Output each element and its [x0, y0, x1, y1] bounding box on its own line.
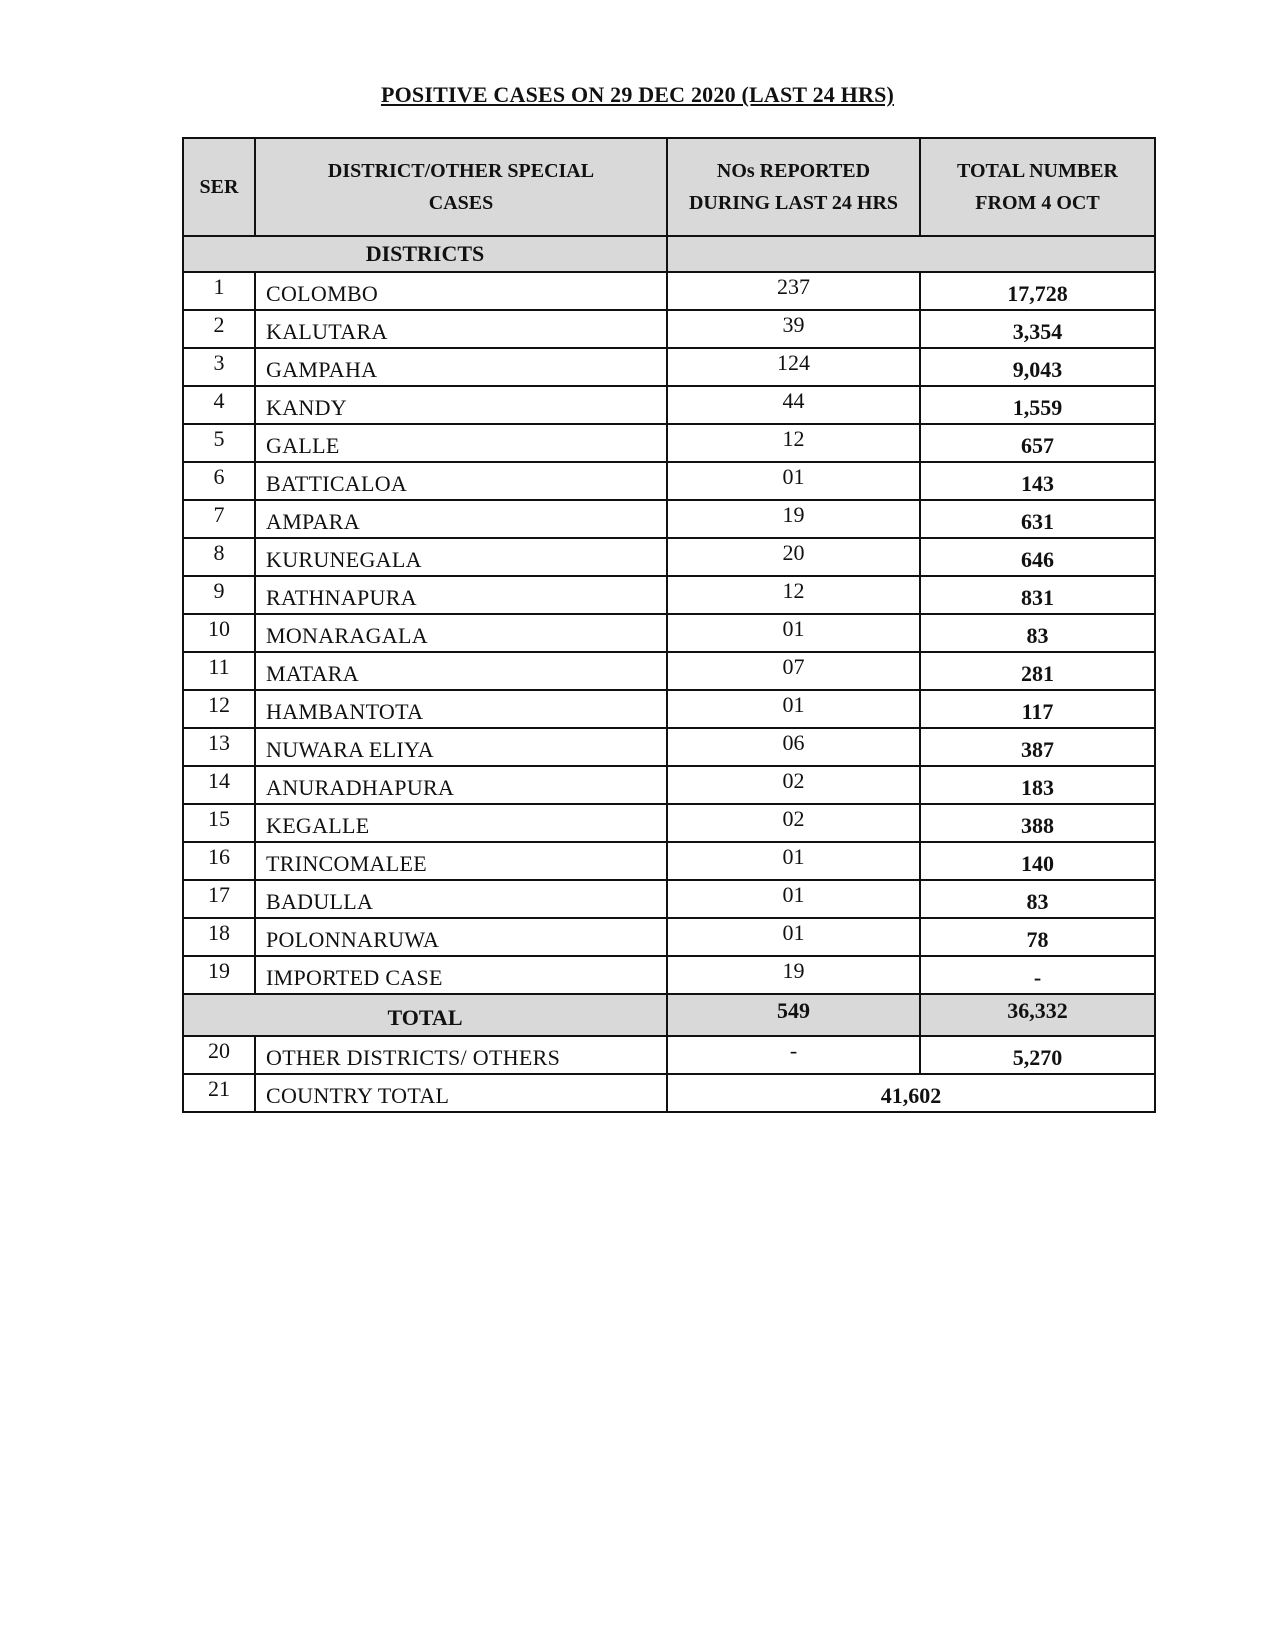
country-total-row [183, 1074, 1155, 1112]
total-cell: 388 [920, 804, 1155, 842]
district-name-cell: POLONNARUWA [255, 918, 667, 956]
last24-cell: 44 [667, 386, 920, 424]
table-row [183, 880, 1155, 918]
district-name-cell: KEGALLE [255, 804, 667, 842]
total-cell: 183 [920, 766, 1155, 804]
district-name-cell: GAMPAHA [255, 348, 667, 386]
total-cell: 78 [920, 918, 1155, 956]
total-cell: 281 [920, 652, 1155, 690]
ser-cell: 18 [183, 918, 255, 956]
total-sum-cell: 36,332 [920, 994, 1155, 1036]
ser-cell: 7 [183, 500, 255, 538]
district-name-cell: MATARA [255, 652, 667, 690]
last24-cell: 19 [667, 956, 920, 994]
last24-cell: - [667, 1036, 920, 1074]
header-district: DISTRICT/OTHER SPECIAL CASES [255, 138, 667, 236]
section-empty-cell [667, 236, 1155, 272]
total-cell: 143 [920, 462, 1155, 500]
section-row [183, 236, 1155, 272]
total-row [183, 994, 1155, 1036]
ser-cell: 14 [183, 766, 255, 804]
district-name-cell: IMPORTED CASE [255, 956, 667, 994]
table-row [183, 576, 1155, 614]
ser-cell: 2 [183, 310, 255, 348]
district-name-cell: KANDY [255, 386, 667, 424]
ser-cell: 21 [183, 1074, 255, 1112]
section-label: DISTRICTS [183, 236, 667, 272]
ser-cell: 8 [183, 538, 255, 576]
district-name-cell: ANURADHAPURA [255, 766, 667, 804]
table-row [183, 728, 1155, 766]
district-name-cell: COLOMBO [255, 272, 667, 310]
last24-cell: 07 [667, 652, 920, 690]
table-row [183, 614, 1155, 652]
table-row [183, 500, 1155, 538]
ser-cell: 1 [183, 272, 255, 310]
district-name-cell: GALLE [255, 424, 667, 462]
ser-cell: 13 [183, 728, 255, 766]
district-name-cell: COUNTRY TOTAL [255, 1074, 667, 1112]
district-name-cell: TRINCOMALEE [255, 842, 667, 880]
total-cell: 631 [920, 500, 1155, 538]
table-row [183, 766, 1155, 804]
total-cell: 9,043 [920, 348, 1155, 386]
ser-cell: 3 [183, 348, 255, 386]
table-row [183, 310, 1155, 348]
cases-table [182, 137, 1156, 1113]
last24-cell: 01 [667, 690, 920, 728]
table-row [183, 652, 1155, 690]
total-cell: 3,354 [920, 310, 1155, 348]
last24-cell: 01 [667, 614, 920, 652]
ser-cell: 11 [183, 652, 255, 690]
last24-cell: 20 [667, 538, 920, 576]
last24-cell: 02 [667, 766, 920, 804]
total-cell: 17,728 [920, 272, 1155, 310]
header-total: TOTAL NUMBER FROM 4 OCT [920, 138, 1155, 236]
table-row [183, 842, 1155, 880]
total-cell: 646 [920, 538, 1155, 576]
table-row [183, 918, 1155, 956]
other-districts-row [183, 1036, 1155, 1074]
last24-cell: 01 [667, 462, 920, 500]
last24-cell: 01 [667, 842, 920, 880]
last24-cell: 124 [667, 348, 920, 386]
total-cell: 657 [920, 424, 1155, 462]
total-cell: 5,270 [920, 1036, 1155, 1074]
table-row [183, 272, 1155, 310]
district-name-cell: BATTICALOA [255, 462, 667, 500]
last24-cell: 237 [667, 272, 920, 310]
table-row [183, 538, 1155, 576]
ser-cell: 6 [183, 462, 255, 500]
ser-cell: 12 [183, 690, 255, 728]
page-title: POSITIVE CASES ON 29 DEC 2020 (LAST 24 HRS) [380, 82, 895, 107]
district-name-cell: RATHNAPURA [255, 576, 667, 614]
total-cell: 831 [920, 576, 1155, 614]
ser-cell: 19 [183, 956, 255, 994]
ser-cell: 16 [183, 842, 255, 880]
last24-cell: 06 [667, 728, 920, 766]
district-name-cell: HAMBANTOTA [255, 690, 667, 728]
last24-cell: 12 [667, 424, 920, 462]
header-last24: NOs REPORTED DURING LAST 24 HRS [667, 138, 920, 236]
table-row [183, 424, 1155, 462]
ser-cell: 9 [183, 576, 255, 614]
district-name-cell: KURUNEGALA [255, 538, 667, 576]
total-cell: 387 [920, 728, 1155, 766]
total-cell: 83 [920, 880, 1155, 918]
total-label-cell: TOTAL [183, 994, 667, 1036]
district-name-cell: OTHER DISTRICTS/ OTHERS [255, 1036, 667, 1074]
ser-cell: 10 [183, 614, 255, 652]
district-name-cell: NUWARA ELIYA [255, 728, 667, 766]
ser-cell: 5 [183, 424, 255, 462]
table-row [183, 690, 1155, 728]
district-name-cell: BADULLA [255, 880, 667, 918]
table-row [183, 804, 1155, 842]
district-name-cell: KALUTARA [255, 310, 667, 348]
district-name-cell: MONARAGALA [255, 614, 667, 652]
table-row [183, 348, 1155, 386]
header-ser: SER [183, 138, 255, 236]
last24-cell: 12 [667, 576, 920, 614]
last24-cell: 02 [667, 804, 920, 842]
ser-cell: 20 [183, 1036, 255, 1074]
table-row [183, 462, 1155, 500]
ser-cell: 17 [183, 880, 255, 918]
total-cell: 83 [920, 614, 1155, 652]
ser-cell: 15 [183, 804, 255, 842]
table-row [183, 956, 1155, 994]
total-cell: 117 [920, 690, 1155, 728]
table-row [183, 386, 1155, 424]
last24-cell: 39 [667, 310, 920, 348]
total-cell: - [920, 956, 1155, 994]
last24-cell: 19 [667, 500, 920, 538]
ser-cell: 4 [183, 386, 255, 424]
total-last24-cell: 549 [667, 994, 920, 1036]
country-total-cell: 41,602 [667, 1074, 1155, 1112]
district-name-cell: AMPARA [255, 500, 667, 538]
last24-cell: 01 [667, 918, 920, 956]
total-cell: 1,559 [920, 386, 1155, 424]
total-cell: 140 [920, 842, 1155, 880]
header-row [183, 138, 1155, 236]
last24-cell: 01 [667, 880, 920, 918]
